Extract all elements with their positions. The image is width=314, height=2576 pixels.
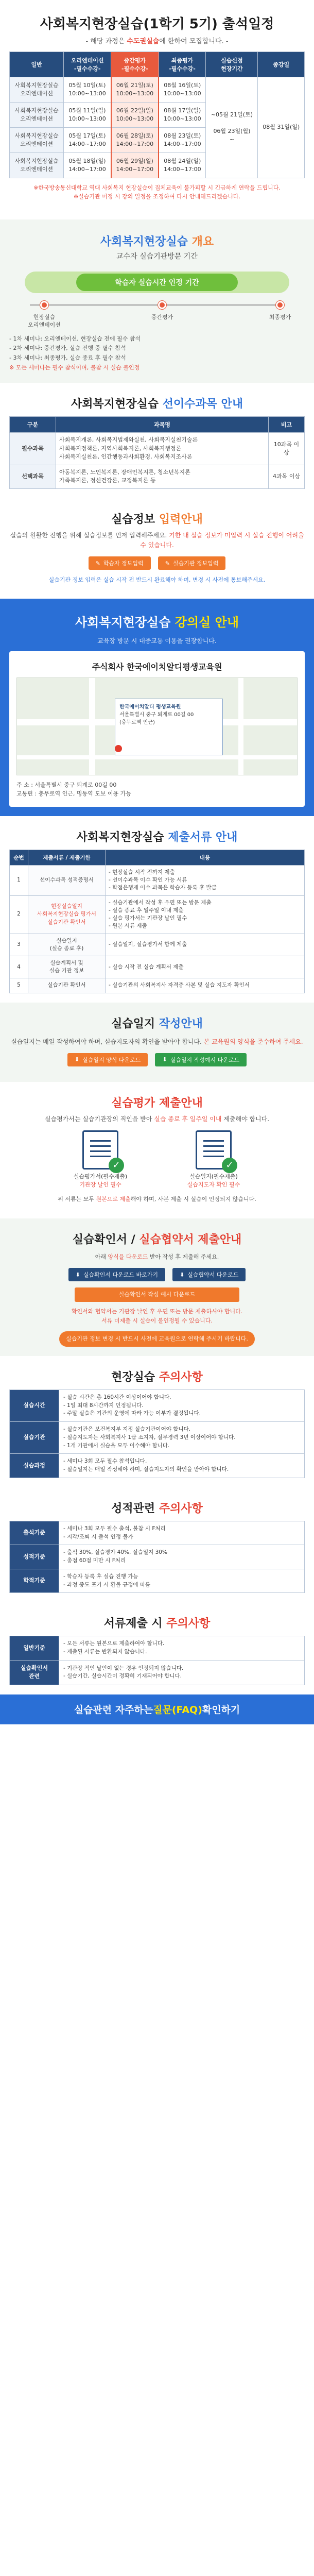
grade-caution-section	[0, 1487, 314, 1603]
doc-desc: - 실습기관의 사회복지사 자격증 사본 및 실습 지도자 확인서	[106, 978, 305, 993]
doc-desc: - 실습일지, 실습평가서 함께 제출	[106, 934, 305, 956]
doc-no: 4	[10, 956, 28, 978]
table-cell: 06월 28일(토) 14:00~17:00	[111, 127, 159, 152]
table-cell: 05월 10일(토) 10:00~13:00	[64, 77, 111, 103]
table-row	[10, 1454, 305, 1478]
lecture-section	[0, 599, 314, 816]
document-icon	[82, 1130, 118, 1170]
bullet-warning: ※ 모든 세미나는 필수 참석이며, 불참 시 실습 불인정	[9, 364, 140, 371]
journal-title-blue: 작성안내	[159, 1017, 203, 1030]
journal-example-download-button[interactable]	[155, 1053, 247, 1066]
grade-caution-title-red: 주의사항	[159, 1502, 203, 1515]
field-caution-title-red: 주의사항	[159, 1370, 203, 1384]
confirm-pill: 실습기관 정보 변경 시 반드시 사전에 교육원으로 연락해 주시기 바랍니다.	[59, 1331, 255, 1347]
eval-item-a: 실습평가서(필수제출)	[73, 1173, 128, 1180]
table-cell: 사회복지현장실습 오리엔테이션	[10, 102, 64, 127]
eval-item-label	[170, 1173, 257, 1189]
att-th-1: 오리엔테이션 -필수수강-	[64, 52, 111, 77]
learner-info-button[interactable]	[89, 556, 151, 570]
confirm-example-download-button[interactable]: 실습확인서 작성 예시 다운로드	[75, 1287, 239, 1302]
bullet-item: - 2차 세미나: 중간평가, 실습 진행 중 필수 참석	[9, 345, 126, 352]
table-row	[10, 1389, 305, 1421]
caution-cat: 성적기준	[10, 1545, 59, 1569]
timeline-dot-final	[276, 301, 284, 309]
map-road	[17, 755, 297, 759]
period-bullets	[9, 334, 305, 373]
faq-banner-link[interactable]	[0, 1694, 314, 1724]
field-caution-section	[0, 1356, 314, 1487]
timeline-label-final: 최종평가	[269, 313, 291, 320]
caution-text: - 실습기관은 보건복지부 지정 실습기관이어야 합니다. - 실습지도자는 사회복지사 1급 소지자, 실무경력 3년 이상이어야 합니다. - 1개 기관에서 실습을 모두 이수해야 합니다.	[59, 1422, 305, 1454]
eval-foot-post: 해야 하며, 사본 제출 시 실습이 인정되지 않습니다.	[130, 1195, 256, 1202]
location-map[interactable]	[16, 677, 298, 775]
confirm-desc	[9, 1252, 305, 1262]
journal-form-label: 실습일지 양식 다운로드	[82, 1056, 141, 1063]
bullet-item: - 1차 세미나: 오리엔테이션, 현장실습 전에 필수 참석	[9, 335, 141, 342]
timeline-label-midterm: 중간평가	[151, 313, 173, 320]
table-row	[10, 1660, 305, 1685]
download-icon: ⬇	[180, 1271, 185, 1278]
lecture-subtitle: 교육장 방문 시 대중교통 이용을 권장합니다.	[97, 637, 217, 645]
field-caution-table	[9, 1389, 305, 1478]
caution-cat: 실습시간	[10, 1389, 59, 1421]
faq-yellow: 질문(FAQ)	[153, 1704, 202, 1716]
eval-item-form	[57, 1130, 144, 1189]
eval-desc-pre: 실습평가서는 실습기관장의 직인을 받아	[44, 1115, 154, 1123]
table-cell: 사회복지현장실습 오리엔테이션	[10, 127, 64, 152]
course-category: 선택과목	[10, 465, 56, 488]
journal-desc-red: 본 교육원의 양식을 준수하여 주세요.	[203, 1038, 303, 1045]
eval-foot	[9, 1195, 305, 1204]
attendance-subtitle	[9, 36, 305, 45]
eval-desc-post: 제출해야 합니다.	[221, 1115, 270, 1123]
table-cell: 06월 21일(토) 10:00~13:00	[111, 77, 159, 103]
caution-text: - 기관장 직인 날인이 없는 경우 인정되지 않습니다. - 실습기간, 실습시간이 정확히 기재되어야 합니다.	[59, 1660, 305, 1685]
table-cell: 사회복지현장실습 오리엔테이션	[10, 77, 64, 103]
docs-th-1: 제출서류 / 제출기한	[28, 850, 106, 866]
docs-th-2: 내용	[106, 850, 305, 866]
course-title	[9, 395, 305, 411]
pencil-icon: ✎	[165, 560, 170, 567]
course-category: 필수과목	[10, 433, 56, 465]
journal-section	[0, 1003, 314, 1082]
table-cell: 05월 17일(토) 14:00~17:00	[64, 127, 111, 152]
doc-desc: - 실습기관에서 작성 후 우편 또는 방문 제출 - 실습 종료 후 일주일 이내 제출 - 실습 평가서는 기관장 날인 필수 - 원본 서류 제출	[106, 895, 305, 934]
table-row	[10, 895, 305, 934]
institution-info-button[interactable]	[158, 556, 226, 570]
table-cell: 06월 29일(일) 14:00~17:00	[111, 152, 159, 178]
bullet-item: - 3차 세미나: 최종평가, 실습 종료 후 필수 참석	[9, 354, 126, 362]
doc-no: 1	[10, 866, 28, 896]
timeline-line	[30, 304, 284, 306]
confirm-form-download-button[interactable]	[68, 1268, 165, 1281]
check-icon: ✓	[109, 1158, 124, 1173]
timeline-dot-midterm	[158, 301, 166, 309]
confirm-desc-red: 양식을 다운로드	[108, 1253, 148, 1261]
course-section	[0, 383, 314, 498]
table-row	[10, 433, 305, 465]
docs-caution-title-pre: 서류제출 시	[103, 1617, 167, 1631]
course-note: 4과목 이상	[269, 465, 305, 488]
caution-text: - 세미나 3회 모두 필수 참석입니다. - 실습일지는 매일 작성해야 하며, 실습지도자의 확인을 받아야 합니다.	[59, 1454, 305, 1478]
confirm-desc-post: 받아 작성 후 제출해 주세요.	[148, 1253, 219, 1261]
eval-item-journal	[170, 1130, 257, 1189]
lecture-card	[9, 651, 305, 807]
timeline-dot-orientation	[40, 301, 48, 309]
course-note: 10과목 이상	[269, 433, 305, 465]
doc-desc: - 현장실습 시작 전까지 제출 - 선이수과목 이수 확인 가능 서류 - 학점은행제 이수 과목은 학습자 등록 후 발급	[106, 866, 305, 896]
table-cell: 08월 24일(일) 14:00~17:00	[159, 152, 206, 178]
confirm-title-pre: 실습확인서 /	[72, 1233, 139, 1247]
input-title	[9, 511, 305, 527]
agreement-label: 실습협약서 다운로드	[187, 1272, 239, 1279]
confirm-note: 확인서와 협약서는 기관장 날인 후 우편 또는 방문 제출하셔야 합니다. 서류 미제출 시 실습이 불인정될 수 있습니다.	[71, 1308, 243, 1324]
eval-desc-red: 실습 종료 후 일주일 이내	[154, 1115, 222, 1123]
att-th-4: 실습신청 현장기간	[206, 52, 258, 77]
course-names: 사회복지개론, 사회복지법제와실천, 사회복지실천기술론 사회복지정책론, 지역사회복지론, 사회복지행정론 사회복지실천론, 인간행동과사회환경, 사회복지조사론	[56, 433, 269, 465]
lecture-title-yellow: 강의실 안내	[175, 615, 239, 630]
map-road	[238, 678, 243, 775]
table-row	[10, 1521, 305, 1545]
course-names: 아동복지론, 노인복지론, 장애인복지론, 청소년복지론 가족복지론, 정신건강론, 교정복지론 등	[56, 465, 269, 488]
doc-no: 3	[10, 934, 28, 956]
docs-section	[0, 816, 314, 1003]
period-title	[9, 233, 305, 249]
attendance-note: ※한국방송통신대학교 역대 사회복지 현장실습이 집체교육이 불가피할 시 긴급하게 연락을 드립니다. ※실습기관 미정 시 강의 일정을 조정하여 다시 안내해드리겠습니다.	[33, 184, 281, 200]
faq-post: 확인하기	[202, 1704, 240, 1716]
check-icon: ✓	[222, 1158, 237, 1173]
eval-item-b: 기관장 날인 필수	[79, 1181, 121, 1188]
confirm-section	[0, 1218, 314, 1355]
table-row	[10, 1636, 305, 1660]
recognized-period-bar: 학습자 실습시간 인정 기간	[76, 274, 238, 291]
doc-name: 선이수과목 성적증명서	[28, 866, 106, 896]
caution-text: - 세미나 3회 모두 필수 출석, 불참 시 F처리 - 지각/조퇴 시 출석 인정 불가	[59, 1521, 305, 1545]
course-title-pre: 사회복지현장실습	[71, 398, 163, 411]
att-th-0: 일반	[10, 52, 64, 77]
course-th-0: 구분	[10, 417, 56, 433]
input-desc-pre: 실습의 원활한 진행을 위해 실습정보를 먼저 입력해주세요.	[10, 531, 169, 539]
grade-caution-title-pre: 성적관련	[111, 1502, 159, 1515]
docs-table	[9, 850, 305, 993]
attendance-header-row	[10, 52, 305, 77]
caution-text: - 출석 30%, 실습평가 40%, 실습일지 30% - 총점 60점 미만 시 F처리	[59, 1545, 305, 1569]
period-timeline	[9, 266, 305, 328]
eval-foot-pre: 위 서류는 모두	[58, 1195, 96, 1202]
lecture-title	[9, 612, 305, 630]
timeline-label-orientation: 현장실습 오리엔테이션	[28, 313, 61, 328]
docs-caution-title-red: 주의사항	[166, 1617, 211, 1631]
journal-example-label: 실습일지 작성예시 다운로드	[170, 1056, 240, 1063]
input-desc	[9, 531, 305, 550]
docs-title	[9, 828, 305, 844]
map-address: 서울특별시 중구 퇴계로 00길 00 (충무로역 인근)	[119, 711, 194, 725]
lecture-address: 주 소 : 서울특별시 중구 퇴계로 00길 00 교통편 : 충무로역 인근, 명동역 도보 이용 가능	[16, 781, 131, 798]
docs-title-blue: 제출서류 안내	[168, 831, 238, 844]
eval-section	[0, 1082, 314, 1219]
table-row	[10, 77, 305, 103]
doc-name: 실습기관 확인서	[28, 978, 106, 993]
learner-info-label: 학습자 정보입력	[103, 560, 144, 567]
eval-item-a: 실습일지(필수제출)	[189, 1173, 238, 1180]
period-section	[0, 219, 314, 383]
eval-items	[9, 1130, 305, 1189]
table-cell: 05월 11일(일) 10:00~13:00	[64, 102, 111, 127]
att-th-3: 최종평가 -필수수강-	[159, 52, 206, 77]
doc-name: 현장실습일지 사회복지현장실습 평가서 실습기관 확인서	[28, 895, 106, 934]
attendance-title: 사회복지현장실습(1학기 5기) 출석일정	[40, 16, 274, 32]
table-cell: 08월 23일(토) 14:00~17:00	[159, 127, 206, 152]
table-cell: 05월 18일(일) 14:00~17:00	[64, 152, 111, 178]
subtitle-pre: - 해당 과정은	[85, 38, 127, 45]
caution-text: - 학습자 등록 후 실습 진행 가능 - 과정 중도 포기 시 환불 규정에 따름	[59, 1569, 305, 1593]
field-caution-title	[9, 1368, 305, 1384]
table-cell: 사회복지현장실습 오리엔테이션	[10, 152, 64, 178]
table-cell: 08월 16일(토) 10:00~13:00	[159, 77, 206, 103]
eval-title: 실습평가 제출안내	[111, 1096, 203, 1110]
journal-title	[9, 1015, 305, 1031]
docs-title-pre: 사회복지현장실습	[76, 831, 168, 844]
docs-header-row	[10, 850, 305, 866]
journal-form-download-button[interactable]	[67, 1053, 148, 1066]
period-subtitle: 교수자 실습기관방문 기간	[116, 252, 198, 261]
course-th-1: 과목명	[56, 417, 269, 433]
table-cell: 06월 22일(일) 10:00~13:00	[111, 102, 159, 127]
caution-text: - 실습 시간은 총 160시간 이상이어야 합니다. - 1일 최대 8시간까지 인정됩니다. - 주말 실습은 기관의 운영에 따라 가능 여부가 결정됩니다.	[59, 1389, 305, 1421]
table-row	[10, 978, 305, 993]
agreement-download-button[interactable]	[172, 1268, 246, 1281]
document-icon	[196, 1130, 232, 1170]
institution-info-label: 실습기관 정보입력	[172, 560, 219, 567]
download-icon: ⬇	[75, 1271, 80, 1278]
table-row	[10, 1422, 305, 1454]
confirm-title	[9, 1231, 305, 1247]
confirm-desc-pre: 아래	[95, 1253, 108, 1261]
course-table	[9, 416, 305, 489]
doc-name: 실습일지 (실습 종료 후)	[28, 934, 106, 956]
input-title-orange: 입력안내	[159, 513, 203, 526]
table-cell: ~05월 21일(토) 06월 23일(월) ~	[206, 77, 258, 178]
att-th-5: 종강일	[258, 52, 305, 77]
doc-no: 5	[10, 978, 28, 993]
confirm-buttons	[9, 1268, 305, 1281]
docs-caution-table	[9, 1636, 305, 1685]
subtitle-em: 수도권실습	[127, 38, 160, 45]
doc-no: 2	[10, 895, 28, 934]
input-desc-red: 기한 내 실습 정보가 미입력 시 실습 진행이 어려울 수 있습니다.	[140, 531, 304, 549]
table-row	[10, 866, 305, 896]
table-row	[10, 465, 305, 488]
grade-caution-table	[9, 1521, 305, 1594]
input-note: 실습기관 정보 입력은 실습 시작 전 반드시 완료해야 하며, 변경 시 사전에 통보해주세요.	[48, 577, 266, 584]
journal-title-pre: 실습일지	[111, 1017, 159, 1030]
input-buttons	[9, 556, 305, 570]
caution-text: - 모든 서류는 원본으로 제출하여야 합니다. - 제출된 서류는 반환되지 않습니다.	[59, 1636, 305, 1660]
map-road	[89, 678, 95, 775]
journal-desc	[9, 1037, 305, 1047]
eval-item-label	[57, 1173, 144, 1189]
map-info-box	[115, 699, 223, 755]
download-icon: ⬇	[162, 1056, 167, 1063]
faq-pre: 실습관련 자주하는	[74, 1704, 153, 1716]
period-title-blue: 사회복지현장실습	[100, 235, 188, 248]
field-caution-title-pre: 현장실습	[111, 1370, 159, 1384]
table-row	[10, 1545, 305, 1569]
caution-cat: 실습기관	[10, 1422, 59, 1454]
eval-foot-red: 원본으로 제출	[96, 1195, 131, 1202]
confirm-title-red: 실습협약서 제출안내	[139, 1233, 242, 1247]
table-row	[10, 934, 305, 956]
journal-desc-pre: 실습일지는 매일 작성하여야 하며, 실습지도자의 확인을 받아야 합니다.	[11, 1038, 204, 1045]
eval-desc	[9, 1114, 305, 1124]
journal-buttons	[9, 1053, 305, 1066]
input-title-pre: 실습정보	[111, 513, 159, 526]
caution-cat: 일반기준	[10, 1636, 59, 1660]
input-section	[0, 498, 314, 599]
lecture-title-pre: 사회복지현장실습	[75, 615, 175, 630]
table-cell: 08월 17일(일) 10:00~13:00	[159, 102, 206, 127]
attendance-table	[9, 52, 305, 178]
doc-desc: - 실습 시작 전 실습 계획서 제출	[106, 956, 305, 978]
doc-name: 실습계획서 및 실습 기관 정보	[28, 956, 106, 978]
docs-caution-section	[0, 1602, 314, 1694]
course-th-2: 비고	[269, 417, 305, 433]
att-th-2: 중간평가 -필수수강-	[111, 52, 159, 77]
caution-cat: 실습확인서 관련	[10, 1660, 59, 1685]
confirm-form-label: 실습확인서 다운로드 바로가기	[83, 1272, 158, 1279]
map-label: 한국에이치알디 평생교육원	[119, 704, 181, 710]
table-row	[10, 956, 305, 978]
attendance-section	[0, 0, 314, 219]
subtitle-post: 에 한하여 모집합니다. -	[159, 38, 229, 45]
course-header-row	[10, 417, 305, 433]
lecture-org: 주식회사 한국에이치알디평생교육원	[92, 662, 222, 672]
docs-caution-title	[9, 1615, 305, 1631]
eval-item-b: 실습지도자 확인 필수	[187, 1181, 240, 1188]
grade-caution-title	[9, 1500, 305, 1516]
map-pin-icon	[115, 745, 122, 752]
table-row	[10, 1569, 305, 1593]
period-title-orange: 개요	[187, 235, 214, 248]
download-icon: ⬇	[74, 1056, 80, 1063]
course-title-blue: 선이수과목 안내	[162, 398, 243, 411]
caution-cat: 실습과정	[10, 1454, 59, 1478]
caution-cat: 학적기준	[10, 1569, 59, 1593]
docs-th-0: 순번	[10, 850, 28, 866]
pencil-icon: ✎	[95, 560, 100, 567]
table-cell: 08월 31일(일)	[258, 77, 305, 178]
caution-cat: 출석기준	[10, 1521, 59, 1545]
